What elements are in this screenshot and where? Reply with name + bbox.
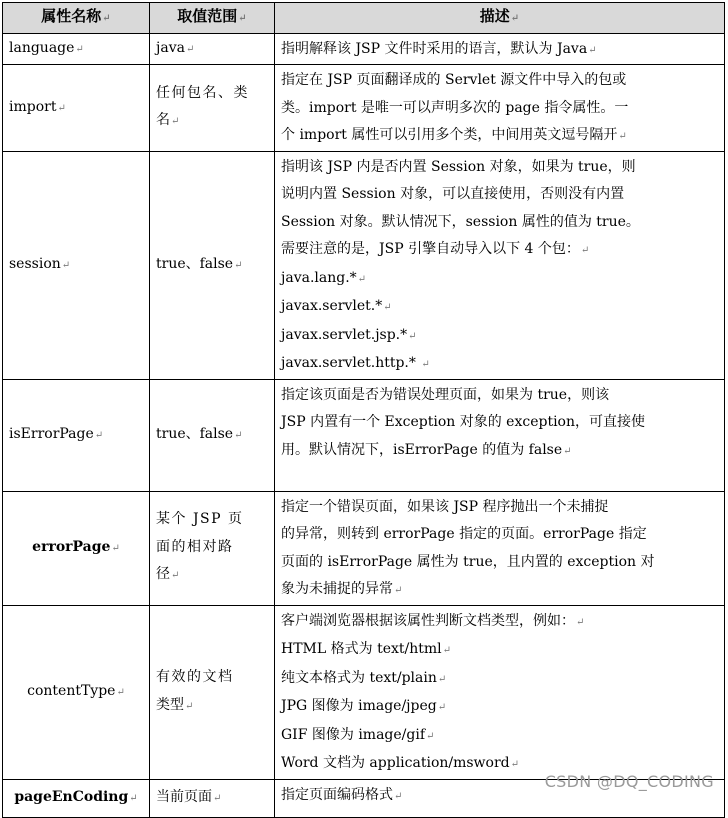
attribute-name: pageEnCoding	[14, 788, 129, 805]
return-mark: ↵	[421, 359, 430, 370]
description-cell	[275, 33, 725, 65]
attribute-name-cell	[3, 65, 150, 152]
attribute-name: language	[9, 39, 75, 56]
description-cell	[275, 151, 725, 379]
header-description: 描述↵	[275, 3, 725, 34]
description-line: GIF 图像为 image/gif↵	[281, 726, 435, 743]
return-mark: ↵	[618, 131, 627, 142]
watermark: CSDN @DQ_CODING	[544, 772, 714, 791]
return-mark: ↵	[563, 445, 572, 457]
table-row	[3, 65, 725, 152]
value-range-line: 任何包名、类	[156, 84, 249, 101]
description-line: JPG 图像为 image/jpeg↵	[281, 698, 447, 714]
attribute-name-cell	[3, 605, 150, 779]
description-line: java.lang.*↵	[281, 269, 367, 286]
description-line: Word 文档为 application/msword↵	[281, 755, 520, 771]
return-mark: ↵	[442, 645, 452, 656]
value-range-line: 径↵	[156, 566, 180, 583]
description-line: 指定一个错误页面，如果该 JSP 程序抛出一个未捕捉	[281, 498, 609, 515]
return-mark: ↵	[437, 673, 447, 685]
description-line: 个 import 属性可以引用多个类，中间用英文逗号隔开↵	[281, 127, 627, 143]
value-range-cell	[150, 379, 275, 491]
description-cell	[275, 605, 725, 779]
return-mark: ↵	[588, 44, 597, 56]
return-mark: ↵	[75, 43, 84, 55]
value-range-cell	[150, 33, 275, 65]
description-line: 指定页面编码格式↵	[281, 786, 403, 803]
description-line: 指明该 JSP 内是否内置 Session 对象，如果为 true，则	[281, 158, 636, 175]
description-line: 的异常，则转到 errorPage 指定的页面。errorPage 指定	[281, 526, 647, 542]
return-mark: ↵	[116, 686, 125, 698]
return-mark: ↵	[171, 116, 180, 128]
value-range-line: 名↵	[156, 112, 180, 129]
value-range-line: 类型↵	[156, 696, 194, 713]
value-range-line: true、false↵	[156, 425, 243, 442]
description-line: 客户端浏览器根据该属性判断文档类型，例如：↵	[281, 612, 585, 629]
attribute-name: import	[9, 98, 57, 115]
description-line: Session 对象。默认情况下，session 属性的值为 true。	[281, 213, 640, 230]
return-mark: ↵	[171, 570, 180, 582]
description-line: javax.servlet.*↵	[281, 298, 392, 314]
table-body	[3, 33, 725, 817]
table-row	[3, 151, 725, 379]
value-range-line: true、false↵	[156, 255, 243, 272]
value-range-line: 面的相对路	[156, 538, 234, 555]
description-line: 页面的 isErrorPage 属性为 true，且内置的 exception 对	[281, 553, 655, 570]
return-mark: ↵	[213, 792, 222, 804]
return-mark: ↵	[394, 585, 403, 596]
value-range-cell	[150, 605, 275, 779]
header-row	[3, 3, 725, 34]
value-range-line: 某个 JSP 页	[156, 511, 244, 528]
description-cell	[275, 379, 725, 491]
description-line: javax.servlet.jsp.*↵	[281, 326, 417, 343]
attribute-name-cell	[3, 491, 150, 605]
description-cell	[275, 491, 725, 605]
value-range-cell	[150, 491, 275, 605]
value-range-line: 当前页面↵	[156, 788, 222, 805]
return-mark: ↵	[580, 245, 590, 256]
return-mark: ↵	[394, 790, 403, 802]
description-line: 类。import 是唯一可以声明多次的 page 指令属性。一	[281, 99, 629, 116]
table-row	[3, 379, 725, 491]
attribute-name-cell	[3, 33, 150, 65]
description-line: 象为未捕捉的异常↵	[281, 581, 403, 597]
header-range: 取值范围↵	[150, 3, 275, 34]
value-range-cell	[150, 65, 275, 152]
attribute-name-cell	[3, 379, 150, 491]
description-cell	[275, 65, 725, 152]
description-line: 指定在 JSP 页面翻译成的 Servlet 源文件中导入的包或	[281, 72, 627, 88]
description-line: javax.servlet.http.* ↵	[281, 355, 430, 371]
return-mark: ↵	[408, 330, 417, 342]
return-mark: ↵	[185, 43, 195, 55]
table-row	[3, 33, 725, 65]
table-row	[3, 491, 725, 605]
return-mark: ↵	[510, 759, 520, 770]
return-mark: ↵	[576, 616, 585, 628]
return-mark: ↵	[383, 302, 392, 313]
value-range-line: java↵	[156, 39, 195, 56]
attribute-name: contentType	[27, 682, 116, 699]
attribute-name-cell	[3, 779, 150, 817]
attribute-name: session	[9, 255, 61, 272]
attribute-name: isErrorPage	[9, 425, 94, 442]
attribute-name: errorPage	[32, 538, 111, 555]
attribute-name-cell	[3, 151, 150, 379]
return-mark: ↵	[357, 273, 367, 285]
return-mark: ↵	[94, 429, 104, 441]
description-line: 说明内置 Session 对象，可以直接使用，否则没有内置	[281, 186, 625, 202]
return-mark: ↵	[61, 259, 71, 271]
return-mark: ↵	[234, 259, 243, 271]
return-mark: ↵	[185, 700, 194, 712]
description-line: JSP 内置有一个 Exception 对象的 exception，可直接使	[281, 414, 645, 430]
description-line: 需要注意的是，JSP 引擎自动导入以下 4 个包：↵	[281, 241, 590, 257]
description-line: 指明解释该 JSP 文件时采用的语言，默认为 Java↵	[281, 40, 597, 57]
attribute-table	[2, 2, 725, 818]
value-range-cell	[150, 151, 275, 379]
return-mark: ↵	[111, 542, 120, 554]
description-line: HTML 格式为 text/html↵	[281, 641, 452, 657]
value-range-cell	[150, 779, 275, 817]
return-mark: ↵	[57, 102, 66, 114]
description-line: 用。默认情况下，isErrorPage 的值为 false↵	[281, 441, 572, 458]
return-mark: ↵	[234, 429, 243, 441]
return-mark: ↵	[426, 730, 435, 742]
table-row	[3, 605, 725, 779]
header-name: 属性名称↵	[3, 3, 150, 34]
return-mark: ↵	[437, 702, 447, 713]
value-range-line: 有效的文档	[156, 669, 234, 685]
return-mark: ↵	[129, 792, 138, 804]
description-line: 纯文本格式为 text/plain↵	[281, 669, 447, 686]
description-line: 指定该页面是否为错误处理页面，如果为 true，则该	[281, 386, 610, 403]
